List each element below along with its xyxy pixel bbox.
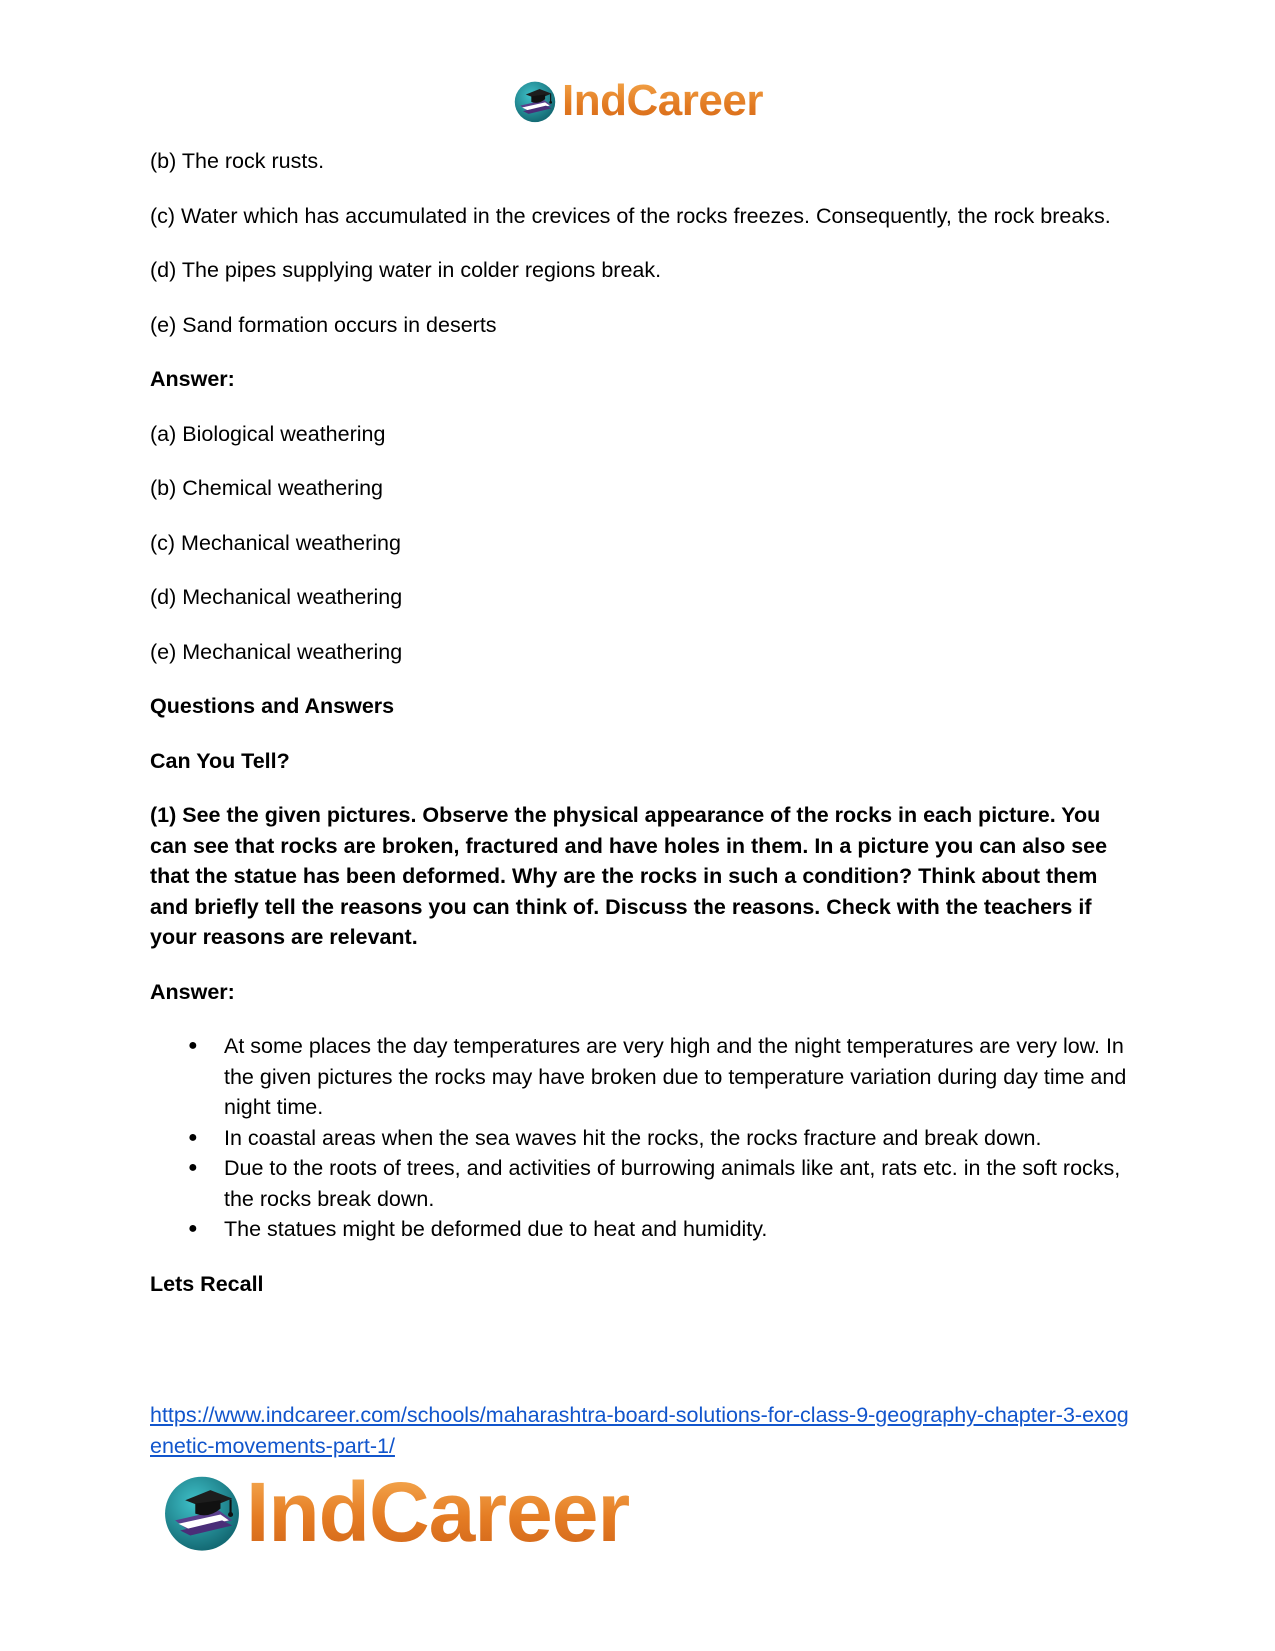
option-c: (c) Water which has accumulated in the crevices of the rocks freezes. Consequently, the rock breaks.	[150, 203, 1111, 228]
list-item-text: At some places the day temperatures are very high and the night temperatures are very low. In the given pictures the rocks may have broken due to temperature variation during day time and night time.	[224, 1034, 1127, 1119]
list-item-text: The statues might be deformed due to heat and humidity.	[224, 1217, 768, 1241]
option-d: (d) The pipes supplying water in colder regions break.	[150, 258, 662, 282]
list-item	[150, 1153, 1135, 1214]
answer-item: (c) Mechanical weathering	[150, 530, 401, 555]
bullet-icon: ●	[188, 1128, 198, 1146]
answer-item: (b) Chemical weathering	[150, 476, 384, 500]
document-body	[150, 146, 1135, 1323]
brand-name: IndCareer	[246, 1465, 630, 1559]
option-b: (b) The rock rusts.	[150, 149, 325, 173]
section-heading: Questions and Answers	[150, 694, 395, 718]
bullet-icon: ●	[188, 1220, 198, 1237]
list-item	[150, 1123, 1135, 1154]
graduation-cap-book-globe-icon	[160, 1470, 244, 1554]
answer-item: (a) Biological weathering	[150, 421, 386, 446]
recall-heading: Lets Recall	[150, 1271, 264, 1296]
brand-name: IndCareer	[562, 76, 763, 125]
answer-bullet-list	[150, 1031, 1135, 1245]
list-item-text: Due to the roots of trees, and activities of burrowing animals like ant, rats etc. in the soft rocks, the rocks break down.	[224, 1156, 1121, 1211]
answer-item: (e) Mechanical weathering	[150, 639, 403, 664]
list-item	[150, 1214, 1135, 1245]
answer-heading: Answer:	[150, 367, 235, 391]
graduation-cap-book-globe-icon	[512, 78, 558, 124]
option-e: (e) Sand formation occurs in deserts	[150, 312, 497, 337]
list-item	[150, 1031, 1135, 1123]
header-logo	[0, 78, 1275, 124]
subsection-heading: Can You Tell?	[150, 748, 290, 773]
answer-heading: Answer:	[150, 979, 235, 1004]
source-link-block	[150, 1400, 1135, 1461]
bullet-icon: ●	[188, 1037, 198, 1054]
source-link[interactable]: https://www.indcareer.com/schools/maharashtra-board-solutions-for-class-9-geography-chapter-3-exogenetic-movements-part-1/	[150, 1403, 1129, 1458]
footer-logo	[160, 1465, 630, 1559]
list-item-text: In coastal areas when the sea waves hit the rocks, the rocks fracture and break down.	[224, 1125, 1042, 1150]
question-text: (1) See the given pictures. Observe the physical appearance of the rocks in each picture. You can see that rocks are broken, fractured and have holes in them. In a picture you can also see that the statue has been deformed. Why are the rocks in such a condition? Think about them and briefly tell the reasons you can think of. Discuss the reasons. Check with the teachers if your reasons are relevant.	[150, 803, 1108, 949]
answer-item: (d) Mechanical weathering	[150, 585, 403, 609]
bullet-icon: ●	[188, 1159, 198, 1176]
